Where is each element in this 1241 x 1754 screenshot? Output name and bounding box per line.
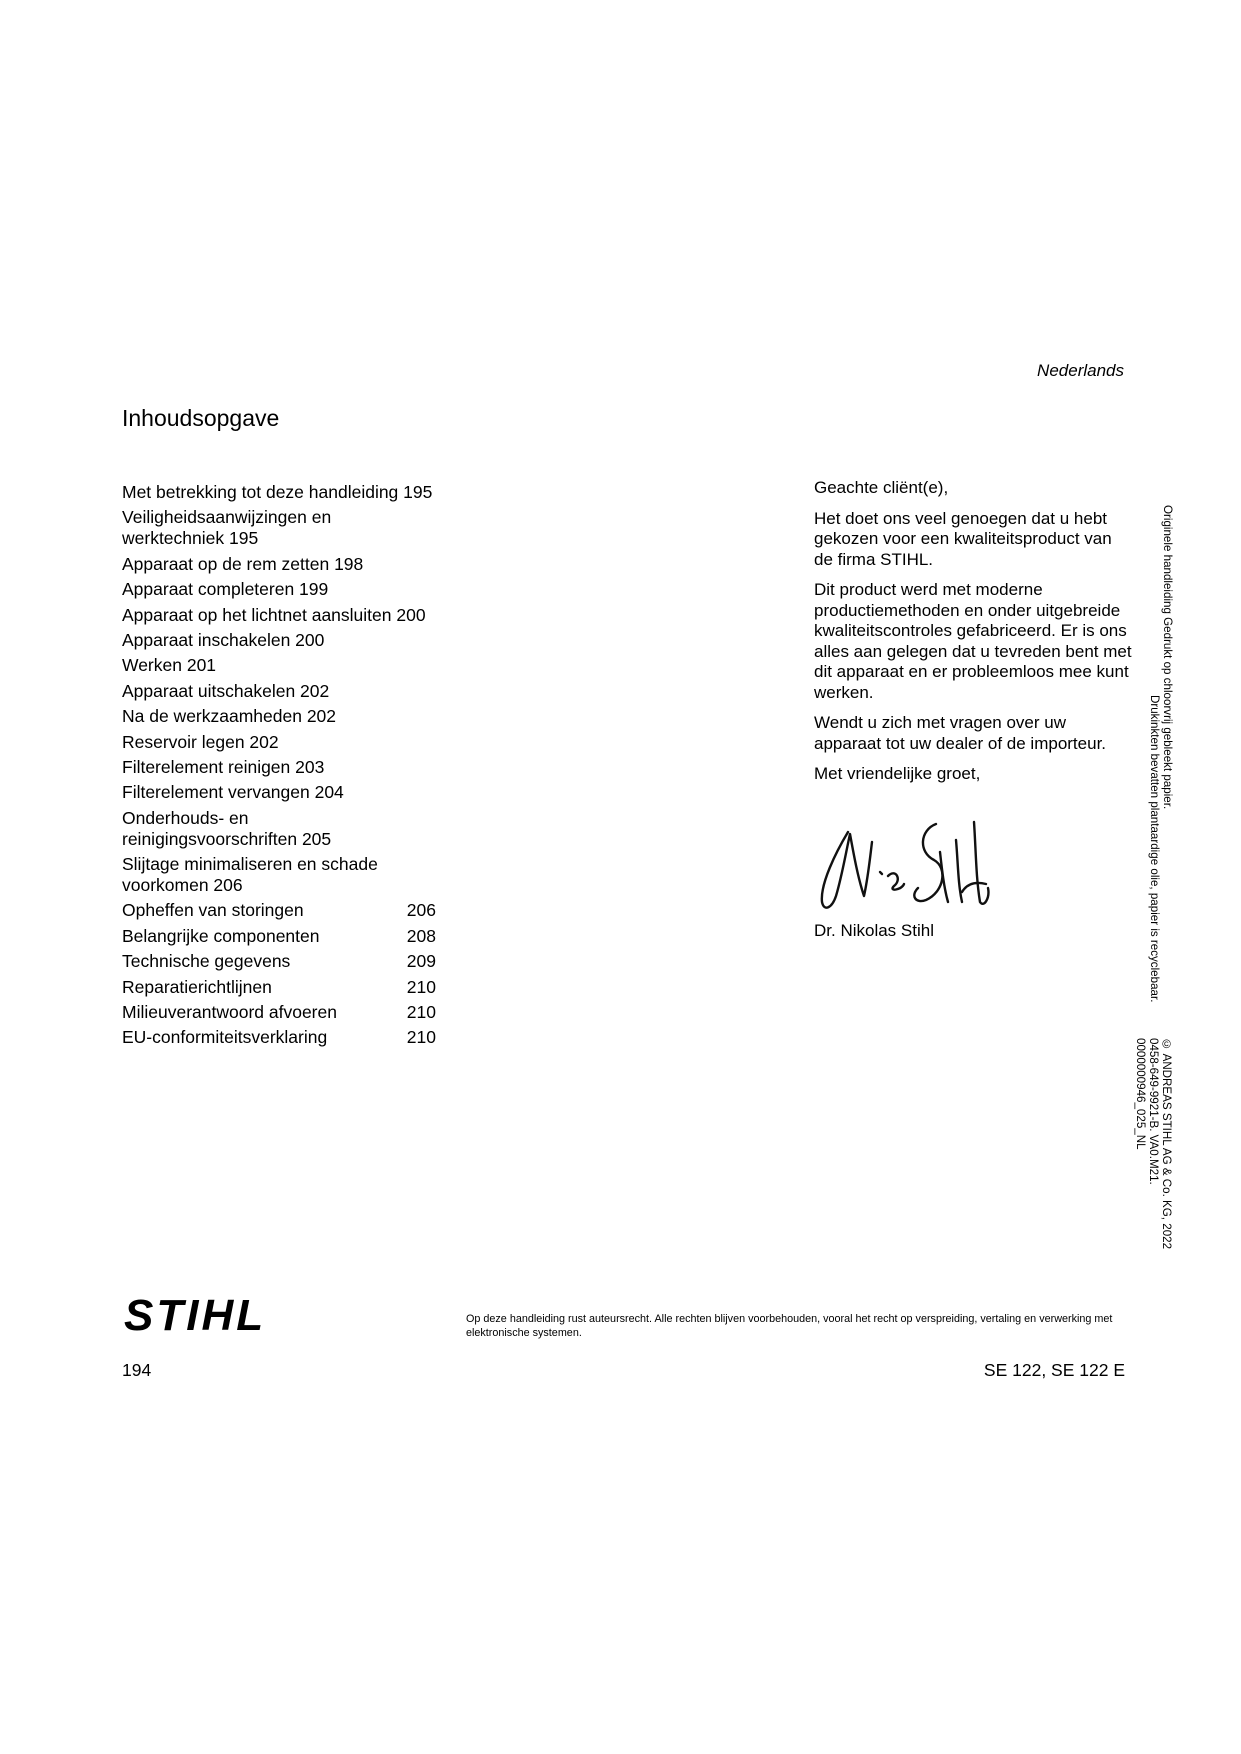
toc-item xyxy=(122,926,452,947)
toc-item: Apparaat op het lichtnet aansluiten 200 xyxy=(122,604,426,625)
signature-image xyxy=(808,812,998,916)
toc-item: Filterelement reinigen 203 xyxy=(122,756,325,777)
table-of-contents xyxy=(122,482,452,1053)
toc-item-page: 206 xyxy=(406,900,436,921)
toc-item-page: 210 xyxy=(406,1002,436,1023)
toc-item-title: Reparatierichtlijnen xyxy=(122,976,272,997)
toc-item-title: Milieuverantwoord afvoeren xyxy=(122,1002,337,1023)
welcome-letter xyxy=(814,478,1134,795)
toc-item: Onderhouds- en reinigingsvoorschriften 205 xyxy=(122,807,332,849)
letter-salutation: Geachte cliënt(e), xyxy=(814,478,949,497)
toc-item xyxy=(122,977,452,998)
toc-item-title: Opheffen van storingen xyxy=(122,900,304,921)
page-number: 194 xyxy=(122,1360,152,1380)
toc-item xyxy=(122,1027,452,1048)
letter-paragraph: Dit product werd met moderne productiemethoden en onder uitgebreide kwaliteitscontroles gefabriceerd. Er is ons alles aan gelegen dat u tevreden bent met dit apparaat en er probleemloos mee kunt werken. xyxy=(814,580,1132,702)
letter-closing: Met vriendelijke groet, xyxy=(814,764,981,783)
toc-item: Na de werkzaamheden 202 xyxy=(122,706,337,727)
toc-item: Werken 201 xyxy=(122,655,217,676)
toc-item: Veiligheidsaanwijzingen en werktechniek 195 xyxy=(122,507,332,549)
stihl-logo-text: STIHL xyxy=(124,1292,267,1336)
copyright-block xyxy=(1134,1038,1173,1249)
toc-item-title: Belangrijke componenten xyxy=(122,925,320,946)
toc-item-page: 209 xyxy=(406,951,436,972)
toc-item: Apparaat op de rem zetten 198 xyxy=(122,553,364,574)
toc-item: Met betrekking tot deze handleiding 195 xyxy=(122,482,433,502)
document-code: 0000000946_025_NL xyxy=(1134,1038,1147,1150)
toc-item: Apparaat completeren 199 xyxy=(122,579,329,600)
toc-item: Filterelement vervangen 204 xyxy=(122,782,344,803)
toc-item-title: Technische gegevens xyxy=(122,951,291,972)
toc-item-page: 210 xyxy=(406,1027,436,1048)
language-label: Nederlands xyxy=(1037,361,1124,380)
toc-item-page: 208 xyxy=(406,925,436,946)
legal-notice: Op deze handleiding rust auteursrecht. Alle rechten blijven voorbehouden, vooral het recht op verspreiding, vertaling en verwerking met elektronische systemen. xyxy=(466,1313,1113,1339)
toc-item-page: 210 xyxy=(406,976,436,997)
copyright-line: © ANDREAS STIHL AG & Co. KG, 2022 xyxy=(1160,1038,1173,1250)
signer-name: Dr. Nikolas Stihl xyxy=(814,921,934,940)
letter-paragraph: Het doet ons veel genoegen dat u hebt gekozen voor een kwaliteitsproduct van de firma STIHL. xyxy=(814,508,1112,569)
toc-item xyxy=(122,900,452,921)
toc-item-title: EU-conformiteitsverklaring xyxy=(122,1027,328,1048)
model-name: SE 122, SE 122 E xyxy=(983,1360,1125,1380)
toc-item: Slijtage minimaliseren en schade voorkomen 206 xyxy=(122,854,378,896)
paper-note: Originele handleiding Gedrukt op chloorvrij gebleekt papier. xyxy=(1161,505,1174,810)
document-number: 0458-649-9921-B. VA0.M21. xyxy=(1147,1038,1160,1185)
toc-item: Apparaat inschakelen 200 xyxy=(122,629,325,650)
letter-paragraph: Wendt u zich met vragen over uw apparaat tot uw dealer of de importeur. xyxy=(814,713,1107,753)
toc-item xyxy=(122,1002,452,1023)
toc-item: Apparaat uitschakelen 202 xyxy=(122,680,330,701)
stihl-logo xyxy=(122,1292,290,1336)
toc-title: Inhoudsopgave xyxy=(122,405,280,431)
toc-item xyxy=(122,951,452,972)
toc-item: Reservoir legen 202 xyxy=(122,731,279,752)
ink-note: Drukinkten bevatten plantaardige olie, papier is recyclebaar. xyxy=(1148,695,1161,1003)
